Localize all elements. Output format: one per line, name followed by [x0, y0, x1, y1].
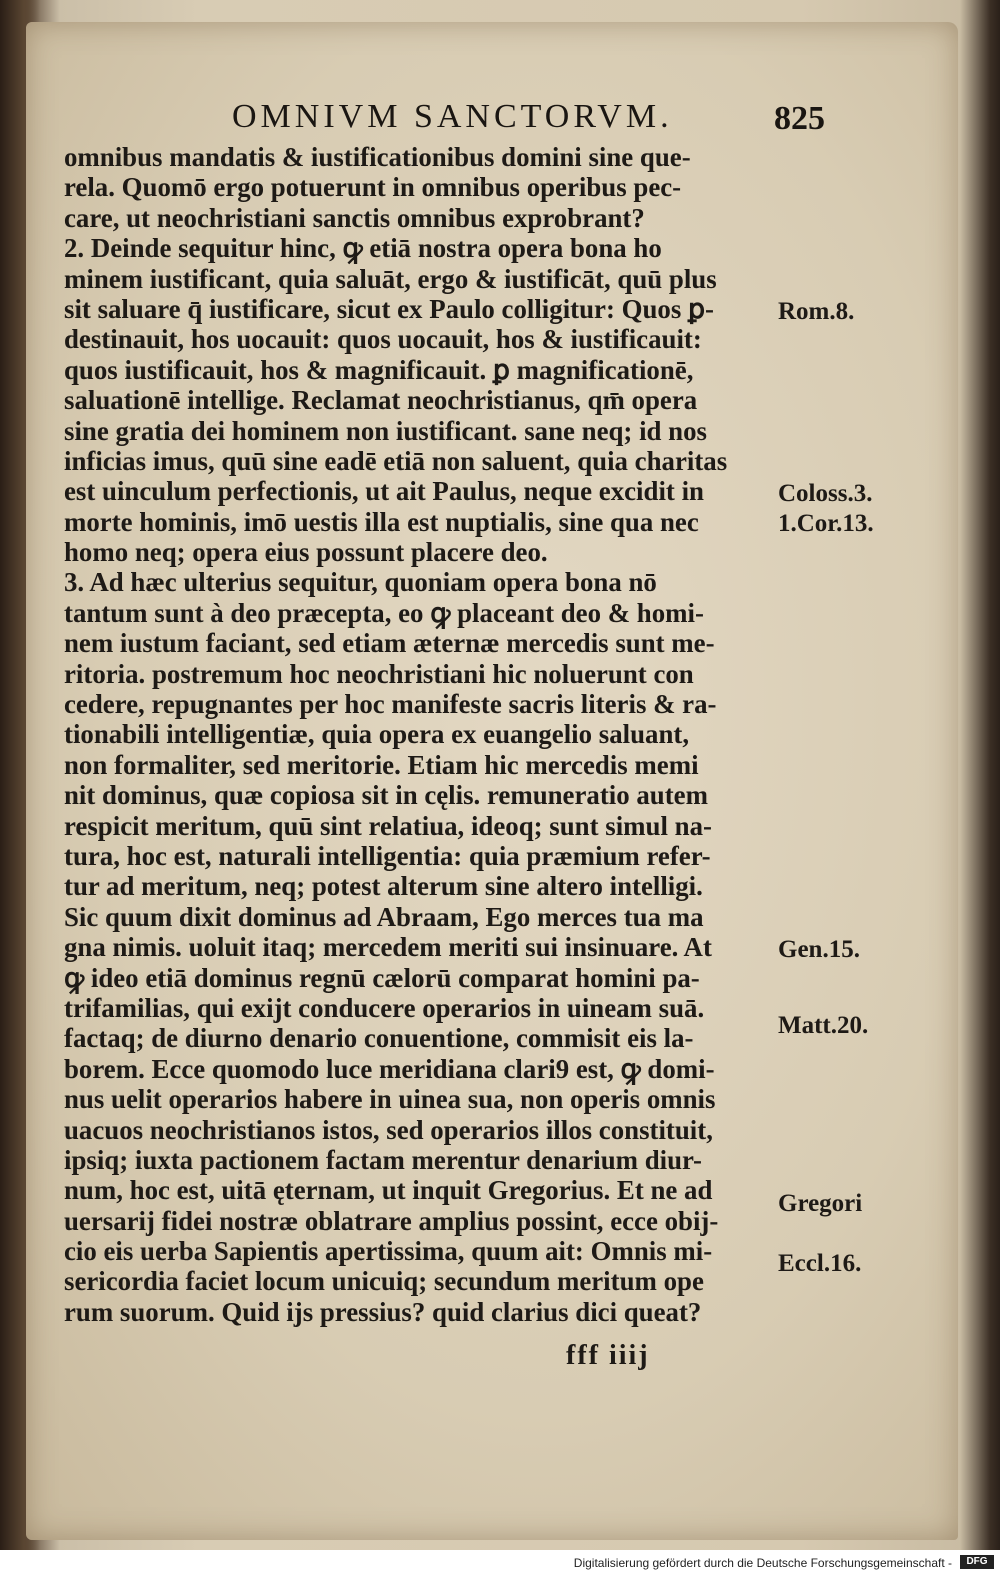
running-title: OMNIVM SANCTORVM.	[232, 98, 673, 135]
text-line: rela. Quomō ergo potuerunt in omnibus operibus pec-	[64, 172, 682, 203]
text-line: quos iustificauit, hos & magnificauit. ꝑ magnificationē,	[64, 354, 694, 385]
text-line: morte hominis, imō uestis illa est nuptialis, sine qua nec	[64, 506, 699, 537]
text-line: factaq; de diurno denario conuentione, commisit eis la-	[64, 1023, 694, 1054]
text-line: saluationē intellige. Reclamat neochristianus, qm̄ opera	[64, 385, 698, 416]
text-line: uacuos neochristianos istos, sed operarios illos constituit,	[64, 1114, 713, 1145]
text-line: tura, hoc est, naturali intelligentia: quia præmium refer-	[64, 840, 711, 871]
text-line: uersarij fidei nostræ oblatrare amplius possint, ecce obij-	[64, 1205, 719, 1236]
text-line: ritoria. postremum hoc neochristiani hic noluerunt con	[64, 658, 694, 689]
body-text	[64, 142, 784, 1327]
text-line: sericordia faciet locum unicuiq; secundum meritum ope	[64, 1266, 704, 1297]
text-line: tantum sunt à deo præcepta, eo ꝙ placeant deo & homi-	[64, 597, 704, 628]
text-line: destinauit, hos uocauit: quos uocauit, hos & iustificauit:	[64, 324, 702, 355]
margin-note: Rom.8.	[778, 298, 855, 325]
text-line: sine gratia dei hominem non iustificant. sane neq; id nos	[64, 415, 707, 446]
text-line: trifamilias, qui exijt conducere operarios in uineam suā.	[64, 992, 705, 1023]
text-line: homo neq; opera eius possunt placere deo.	[64, 537, 548, 568]
text-line: 3. Ad hæc ulterius sequitur, quoniam opera bona nō	[64, 567, 657, 598]
text-line: 2. Deinde sequitur hinc, ꝙ etiā nostra opera bona ho	[64, 233, 662, 264]
text-line: respicit meritum, quū sint relatiua, ideoq; sunt simul na-	[64, 810, 712, 841]
margin-note: 1.Cor.13.	[778, 510, 874, 537]
text-line: nem iustum faciant, sed etiam æternæ mercedis sunt me-	[64, 628, 715, 659]
text-line: inficias imus, quū sine eadē etiā non saluent, quia charitas	[64, 445, 728, 476]
text-line: nit dominus, quæ copiosa sit in cęlis. remuneratio autem	[64, 780, 708, 811]
text-line: ipsiq; iuxta pactionem factam merentur denarium diur-	[64, 1144, 702, 1175]
text-line: nus uelit operarios habere in uinea sua, non operis omnis	[64, 1084, 716, 1115]
margin-note: Eccl.16.	[778, 1250, 862, 1277]
signature-mark: fff iiij	[566, 1340, 650, 1371]
margin-note: Gregori	[778, 1190, 863, 1217]
margin-note: Matt.20.	[778, 1012, 869, 1039]
text-line: tionabili intelligentiæ, quia opera ex euangelio saluant,	[64, 719, 690, 750]
text-line: cedere, repugnantes per hoc manifeste sacris literis & ra-	[64, 689, 717, 720]
text-line: sit saluare q̄ iustificare, sicut ex Paulo colligitur: Quos ꝑ-	[64, 293, 714, 324]
text-line: care, ut neochristiani sanctis omnibus exprobrant?	[64, 202, 645, 233]
text-line: cio eis uerba Sapientis apertissima, quum ait: Omnis mi-	[64, 1236, 713, 1267]
text-line: borem. Ecce quomodo luce meridiana clari9 est, ꝙ domi-	[64, 1053, 715, 1084]
text-line: gna nimis. uoluit itaq; mercedem meriti sui insinuare. At	[64, 932, 712, 963]
page-number: 825	[774, 100, 825, 137]
text-line: minem iustificant, quia saluāt, ergo & iustificāt, quū plus	[64, 263, 717, 294]
footer-credit: Digitalisierung gefördert durch die Deutsche Forschungsgemeinschaft -	[573, 1556, 952, 1570]
text-line: est uinculum perfectionis, ut ait Paulus, neque excidit in	[64, 476, 704, 507]
text-line: tur ad meritum, neq; potest alterum sine altero intelligi.	[64, 871, 703, 902]
margin-note: Coloss.3.	[778, 480, 873, 507]
text-line: num, hoc est, uitā ęternam, ut inquit Gregorius. Et ne ad	[64, 1175, 713, 1206]
text-line: rum suorum. Quid ijs pressius? quid clarius dici queat?	[64, 1296, 702, 1327]
text-line: ꝙ ideo etiā dominus regnū cælorū comparat homini pa-	[64, 962, 700, 993]
margin-note: Gen.15.	[778, 936, 860, 963]
text-line: non formaliter, sed meritorie. Etiam hic mercedis memi	[64, 749, 699, 780]
text-line: Sic quum dixit dominus ad Abraam, Ego merces tua ma	[64, 901, 704, 932]
dfg-logo: DFG	[960, 1555, 994, 1569]
text-line: omnibus mandatis & iustificationibus domini sine que-	[64, 142, 691, 172]
